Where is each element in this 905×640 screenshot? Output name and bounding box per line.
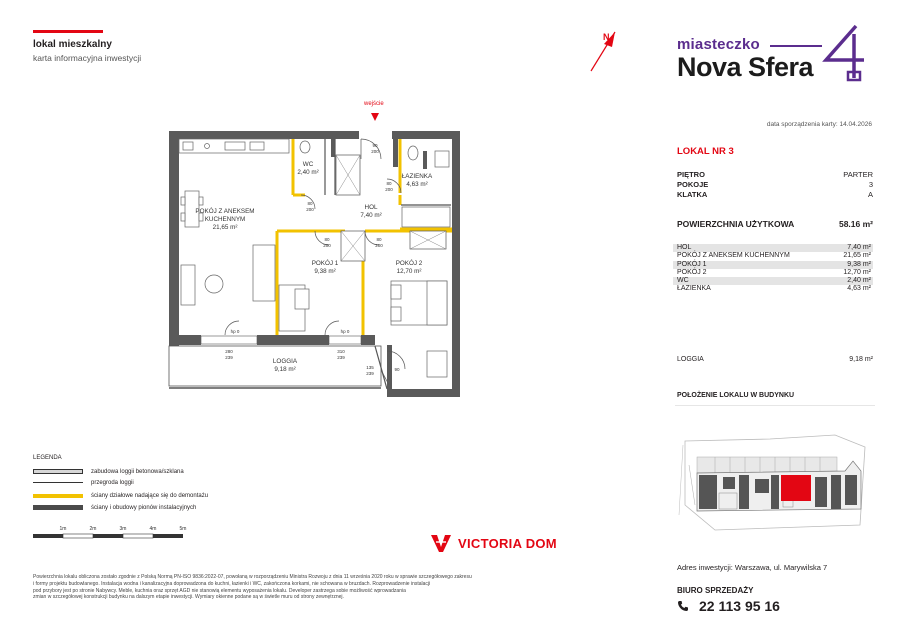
scale-bar bbox=[33, 523, 193, 545]
door-tag: 80 bbox=[307, 201, 313, 206]
disclaimer-line: zmian w szczegółowej konstrukcji budynku na dalszym etapie inwestycji. Wymiary okienne podane są w świetle muru od strony zewnętrznej. bbox=[33, 594, 344, 601]
attr-row-floor bbox=[677, 170, 873, 179]
lokal-number: LOKAL NR 3 bbox=[677, 146, 734, 157]
door-tag: 200 bbox=[375, 243, 383, 248]
legal-disclaimer bbox=[33, 574, 588, 601]
north-label: N bbox=[603, 32, 610, 42]
door-tag: hp 0 bbox=[340, 329, 350, 334]
room-name: POKÓJ 1 bbox=[677, 260, 707, 268]
usable-area-row bbox=[677, 219, 873, 229]
scale-label: 2m bbox=[89, 526, 97, 532]
label-room1-area: 9,38 m² bbox=[314, 268, 336, 275]
room-areas-table bbox=[673, 244, 873, 294]
room-row bbox=[673, 252, 873, 260]
legend-item bbox=[33, 503, 196, 512]
document-subtitle: karta informacyjna inwestycji bbox=[33, 53, 142, 63]
door-tag: 310 bbox=[337, 349, 345, 354]
attr-row-staircase bbox=[677, 190, 873, 199]
legend-label: ściany i obudowy pionów instalacyjnych bbox=[91, 504, 197, 511]
brand-line-1: miasteczko bbox=[677, 36, 760, 53]
entrance-arrow bbox=[371, 113, 379, 121]
legend-swatch-demolition bbox=[33, 494, 83, 498]
label-kitchen-2: KUCHENNYM bbox=[204, 216, 246, 223]
door-tag: 200 bbox=[323, 243, 331, 248]
room-row bbox=[673, 261, 873, 269]
room-area: 12,70 m² bbox=[843, 268, 871, 276]
legend-swatch-partition bbox=[33, 482, 83, 484]
building-location-map bbox=[675, 405, 875, 555]
room-name: HOL bbox=[677, 244, 692, 251]
door-tag: 200 bbox=[371, 149, 379, 154]
door-tag: 90 bbox=[394, 367, 400, 372]
brand-four-logo bbox=[820, 20, 872, 82]
door-tag: hp 0 bbox=[230, 329, 240, 334]
header-accent-bar bbox=[33, 30, 103, 33]
label-loggia-area: 9,18 m² bbox=[274, 366, 296, 373]
attr-label: POKOJE bbox=[677, 180, 709, 189]
disclaimer-line: i formy projektu budowlanego. Instalacja wodna i kanalizacyjna doprowadzona do kuchni, łazienki i WC, zakończona korkami, nie schowana w bruzdach. Rozprowadzenie instalacji bbox=[33, 580, 431, 587]
label-hol: HOL bbox=[364, 204, 378, 211]
scale-label: 3m bbox=[119, 526, 127, 532]
label-kitchen: POKÓJ Z ANEKSEM bbox=[195, 208, 255, 215]
room-area: 7,40 m² bbox=[847, 244, 871, 251]
door-tag: 200 bbox=[306, 207, 314, 212]
attr-value: 3 bbox=[868, 180, 873, 189]
door-tag: 135 bbox=[366, 365, 374, 370]
door-tag: 239 bbox=[366, 371, 374, 376]
room-area: 21,65 m² bbox=[843, 252, 871, 260]
door-tag: 200 bbox=[385, 187, 393, 192]
room-row bbox=[673, 277, 873, 285]
label-room2-area: 12,70 m² bbox=[396, 268, 422, 275]
room-area: 4,63 m² bbox=[847, 285, 871, 293]
attr-value: PARTER bbox=[843, 170, 873, 179]
legend-item bbox=[33, 491, 208, 500]
room-row bbox=[673, 285, 873, 293]
loggia-value: 9,18 m² bbox=[849, 356, 873, 363]
label-kitchen-area: 21,65 m² bbox=[212, 224, 238, 231]
label-wc-area: 2,40 m² bbox=[297, 169, 319, 176]
label-bath-area: 4,63 m² bbox=[406, 181, 428, 188]
door-tag: 90 bbox=[372, 143, 378, 148]
room-name: POKÓJ 2 bbox=[677, 268, 707, 276]
label-hol-area: 7,40 m² bbox=[360, 212, 382, 219]
label-room1: POKÓJ 1 bbox=[311, 260, 339, 267]
scale-label: 5m bbox=[179, 526, 187, 532]
floor-plan bbox=[165, 95, 470, 400]
usable-area-label: POWIERZCHNIA UŻYTKOWA bbox=[677, 219, 795, 229]
door-tag: 80 bbox=[324, 237, 330, 242]
developer-name: VICTORIA DOM bbox=[458, 535, 557, 551]
disclaimer-line: pod przybory jest po stronie Nabywcy. Meble, kuchnia oraz sprzęt AGD nie stanowią elementu wyposażenia lokalu. Developer zastrzega sobie możliwość wprowadzania bbox=[33, 587, 406, 594]
scale-label: 4m bbox=[149, 526, 157, 532]
investment-address: Adres inwestycji: Warszawa, ul. Marywilska 7 bbox=[677, 563, 828, 572]
document-title: lokal mieszkalny bbox=[33, 39, 112, 50]
label-bath: ŁAZIENKA bbox=[401, 173, 433, 180]
loggia-row bbox=[677, 356, 873, 363]
attr-label: PIĘTRO bbox=[677, 170, 705, 179]
room-row bbox=[673, 269, 873, 277]
room-name: ŁAZIENKA bbox=[677, 285, 711, 293]
door-tag: 280 bbox=[225, 349, 233, 354]
north-arrow-icon bbox=[585, 28, 621, 74]
legend-label: zabudowa loggii betonowa/szklana bbox=[91, 468, 184, 475]
loggia-label: LOGGIA bbox=[677, 356, 704, 363]
legend-label: przegroda loggii bbox=[91, 479, 134, 486]
card-date: data sporządzenia karty: 14.04.2026 bbox=[766, 121, 872, 128]
door-tag: 80 bbox=[376, 237, 382, 242]
legend-label: ściany działowe nadające się do demontażu bbox=[91, 492, 209, 499]
usable-area-value: 58.16 m² bbox=[838, 219, 873, 229]
entrance-label: wejście bbox=[364, 101, 384, 107]
legend-title: LEGENDA bbox=[33, 455, 62, 461]
door-tag: 80 bbox=[386, 181, 392, 186]
sales-office-label: BIURO SPRZEDAŻY bbox=[677, 586, 754, 595]
developer-logo bbox=[430, 532, 557, 554]
room-area: 9,38 m² bbox=[847, 260, 871, 268]
scale-label: 1m bbox=[59, 526, 67, 532]
sales-phone[interactable] bbox=[677, 598, 780, 614]
legend-item bbox=[33, 478, 134, 487]
brand-line-2: Nova Sfera bbox=[677, 52, 814, 82]
attr-row-rooms bbox=[677, 180, 873, 189]
unit-location-marker bbox=[781, 475, 811, 501]
victoria-dom-icon bbox=[430, 532, 452, 554]
attr-value: A bbox=[867, 190, 873, 199]
legend-item bbox=[33, 467, 184, 476]
legend-swatch-walls bbox=[33, 505, 83, 510]
attr-label: KLATKA bbox=[677, 190, 708, 199]
phone-icon bbox=[677, 600, 689, 612]
legend-swatch-glass bbox=[33, 469, 83, 474]
room-area: 2,40 m² bbox=[847, 277, 871, 285]
brand-underline bbox=[770, 45, 822, 47]
room-name: WC bbox=[677, 277, 689, 285]
room-name: POKÓJ Z ANEKSEM KUCHENNYM bbox=[677, 252, 790, 260]
door-tag: 239 bbox=[225, 355, 233, 360]
label-wc: WC bbox=[302, 161, 314, 168]
label-room2: POKÓJ 2 bbox=[395, 260, 423, 267]
location-title: POŁOŻENIE LOKALU W BUDYNKU bbox=[677, 392, 795, 399]
door-tag: 239 bbox=[337, 355, 345, 360]
disclaimer-line: Powierzchnia lokalu obliczona zostało zgodnie z Polską Normą PN-ISO 9836:2022-07, powołaną w rozporządzeniu Ministra Rozwoju z dnia 11 września 2020 roku w sprawie szczegółowego zakresu bbox=[33, 574, 472, 580]
phone-number[interactable]: 22 113 95 16 bbox=[699, 598, 780, 614]
label-loggia: LOGGIA bbox=[272, 358, 298, 365]
